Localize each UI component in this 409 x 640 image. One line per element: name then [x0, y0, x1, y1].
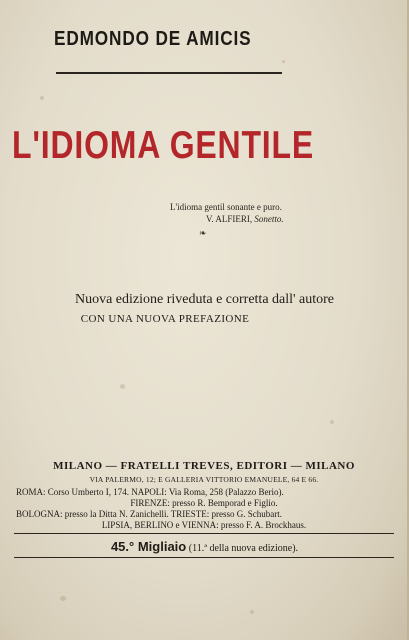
book-title: L'IDIOMA GENTILE [12, 124, 315, 167]
author-underline [56, 72, 282, 74]
branch-bologna-trieste: BOLOGNA: presso la Ditta N. Zanichelli. TRIESTE: presso G. Schubart. [16, 509, 283, 519]
epigraph-work: Sonetto. [254, 214, 284, 224]
divider [14, 533, 394, 534]
print-run-note: (11.ª della nuova edizione). [188, 543, 299, 554]
publisher-address: VIA PALERMO, 12; E GALLERIA VITTORIO EMANUELE, 64 E 66. [89, 475, 319, 484]
branch-roma-napoli: ROMA: Corso Umberto I, 174. NAPOLI: Via Roma, 258 (Palazzo Berio). [16, 487, 284, 497]
epigraph-author: V. ALFIERI, [206, 214, 253, 224]
divider [14, 557, 394, 558]
ornament-icon: ❧ [199, 228, 207, 238]
stain [120, 384, 125, 389]
epigraph-source [206, 214, 284, 224]
branch-firenze: FIRENZE: presso R. Bemporad e Figlio. [130, 498, 278, 508]
print-run-number: 45.° Migliaio [110, 539, 187, 554]
stain [250, 610, 254, 614]
edition-line: Nuova edizione riveduta e corretta dall' autore [74, 292, 335, 307]
stain [60, 596, 66, 601]
branch-lipsia: LIPSIA, BERLINO e VIENNA: presso F. A. Brockhaus. [101, 520, 307, 530]
epigraph-quote: L'idioma gentil sonante e puro. [170, 202, 282, 212]
author-name: EDMONDO DE AMICIS [54, 28, 252, 50]
stain [40, 96, 44, 100]
preface-line: CON UNA NUOVA PREFAZIONE [80, 313, 250, 325]
stain [282, 60, 285, 63]
print-run [0, 539, 409, 554]
stain [330, 420, 334, 424]
publisher-line: MILANO — FRATELLI TREVES, EDITORI — MILANO [53, 460, 355, 472]
